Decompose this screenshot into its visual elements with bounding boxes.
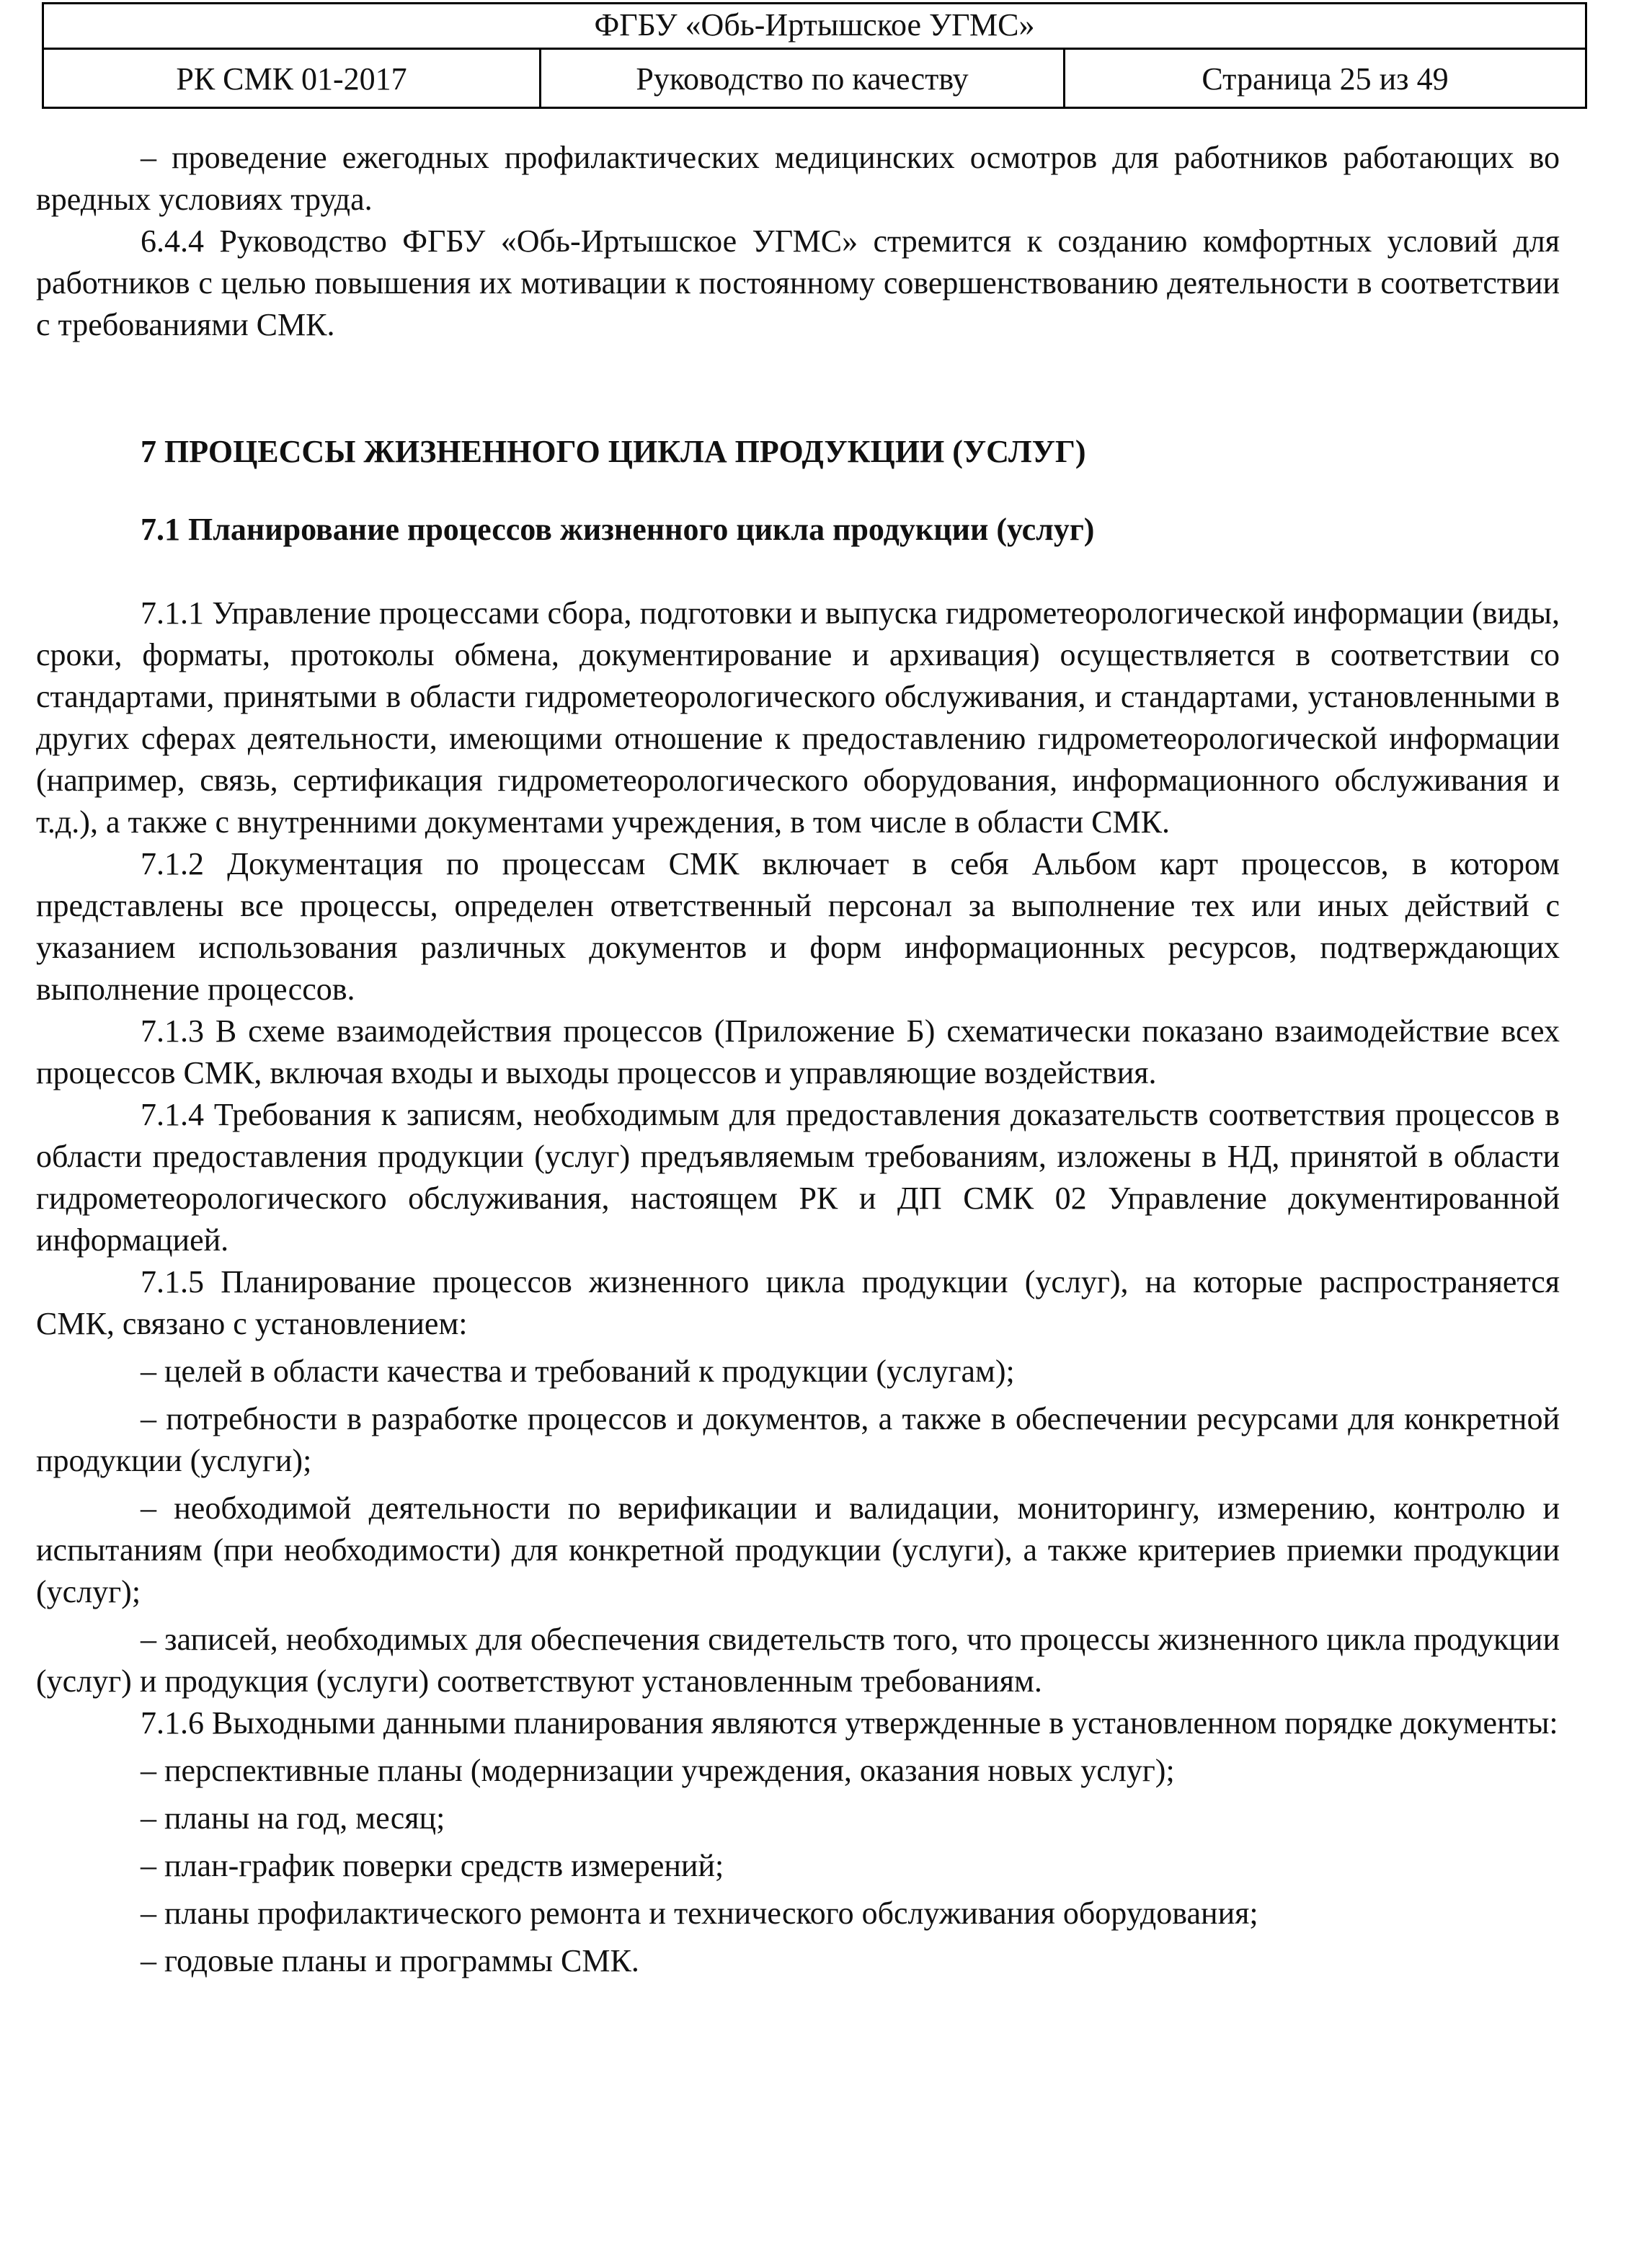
page-header-table (42, 2, 1587, 109)
list-item: – годовые планы и программы СМК. (141, 1943, 639, 1978)
list-item: – потребности в разработке процессов и документов, а также в обеспечении ресурсами для конкретной продукции (услуги); (36, 1401, 1560, 1478)
paragraph-7-1-6: 7.1.6 Выходными данными планирования являются утвержденные в установленном порядке документы: (141, 1705, 1558, 1741)
list-item: – необходимой деятельности по верификации и валидации, мониторингу, измерению, контролю и испытаниям (при необходимости) для конкретной продукции (услуги), а также критериев приемки продукции (услуг); (36, 1490, 1560, 1609)
header-doc-title: Руководство по качеству (541, 50, 1065, 109)
paragraph-7-1-3: 7.1.3 В схеме взаимодействия процессов (Приложение Б) схематически показано взаимодействие всех процессов СМК, включая входы и выходы процессов и управляющие воздействия. (36, 1013, 1560, 1090)
paragraph-7-1-4: 7.1.4 Требования к записям, необходимым для предоставления доказательств соответствия процессов в области предоставления продукции (услуг) предъявляемым требованиям, изложены в НД, принятой в области гидрометеорологического обслуживания, настоящем РК и ДП СМК 02 Управление документированной информацией. (36, 1097, 1560, 1258)
list-item: – целей в области качества и требований к продукции (услугам); (141, 1354, 1015, 1389)
header-organization: ФГБУ «Обь-Иртышское УГМС» (44, 4, 1585, 50)
paragraph-7-1-1: 7.1.1 Управление процессами сбора, подготовки и выпуска гидрометеорологической информации (виды, сроки, форматы, протоколы обмена, документирование и архивация) осуществляется в соответствии со стандартами, принятыми в области гидрометеорологического обслуживания, и стандартами, установленными в других сферах деятельности, имеющими отношение к предоставлению гидрометеорологической информации (например, связь, сертификация гидрометеорологического оборудования, информационного обслуживания и т.д.), а также с внутренними документами учреждения, в том числе в области СМК. (36, 595, 1560, 840)
list-item: – проведение ежегодных профилактических медицинских осмотров для работников работающих во вредных условиях труда. (36, 140, 1560, 217)
paragraph-7-1-5: 7.1.5 Планирование процессов жизненного цикла продукции (услуг), на которые распространяется СМК, связано с установлением: (36, 1264, 1560, 1341)
list-item: – записей, необходимых для обеспечения свидетельств того, что процессы жизненного цикла продукции (услуг) и продукция (услуги) соответствуют установленным требованиям. (36, 1622, 1560, 1699)
paragraph-7-1-2: 7.1.2 Документация по процессам СМК включает в себя Альбом карт процессов, в котором представлены все процессы, определен ответственный персонал за выполнение тех или иных действий с указанием использования различных документов и форм информационных ресурсов, подтверждающих выполнение процессов. (36, 846, 1560, 1007)
paragraph-6-4-4: 6.4.4 Руководство ФГБУ «Обь-Иртышское УГМС» стремится к созданию комфортных условий для работников с целью повышения их мотивации к постоянному совершенствованию деятельности в соответствии с требованиями СМК. (36, 223, 1560, 342)
list-item: – перспективные планы (модернизации учреждения, оказания новых услуг); (141, 1753, 1175, 1788)
section-heading-7: 7 ПРОЦЕССЫ ЖИЗНЕННОГО ЦИКЛА ПРОДУКЦИИ (УСЛУГ) (141, 434, 1086, 469)
header-doc-code: РК СМК 01-2017 (44, 50, 541, 109)
list-item: – планы профилактического ремонта и технического обслуживания оборудования; (141, 1896, 1258, 1931)
subsection-heading-7-1: 7.1 Планирование процессов жизненного цикла продукции (услуг) (141, 512, 1095, 547)
list-item: – планы на год, месяц; (141, 1800, 445, 1836)
header-page-number: Страница 25 из 49 (1202, 61, 1449, 97)
document-body (36, 137, 1560, 1982)
header-row (44, 50, 1585, 109)
list-item: – план-график поверки средств измерений; (141, 1848, 724, 1883)
